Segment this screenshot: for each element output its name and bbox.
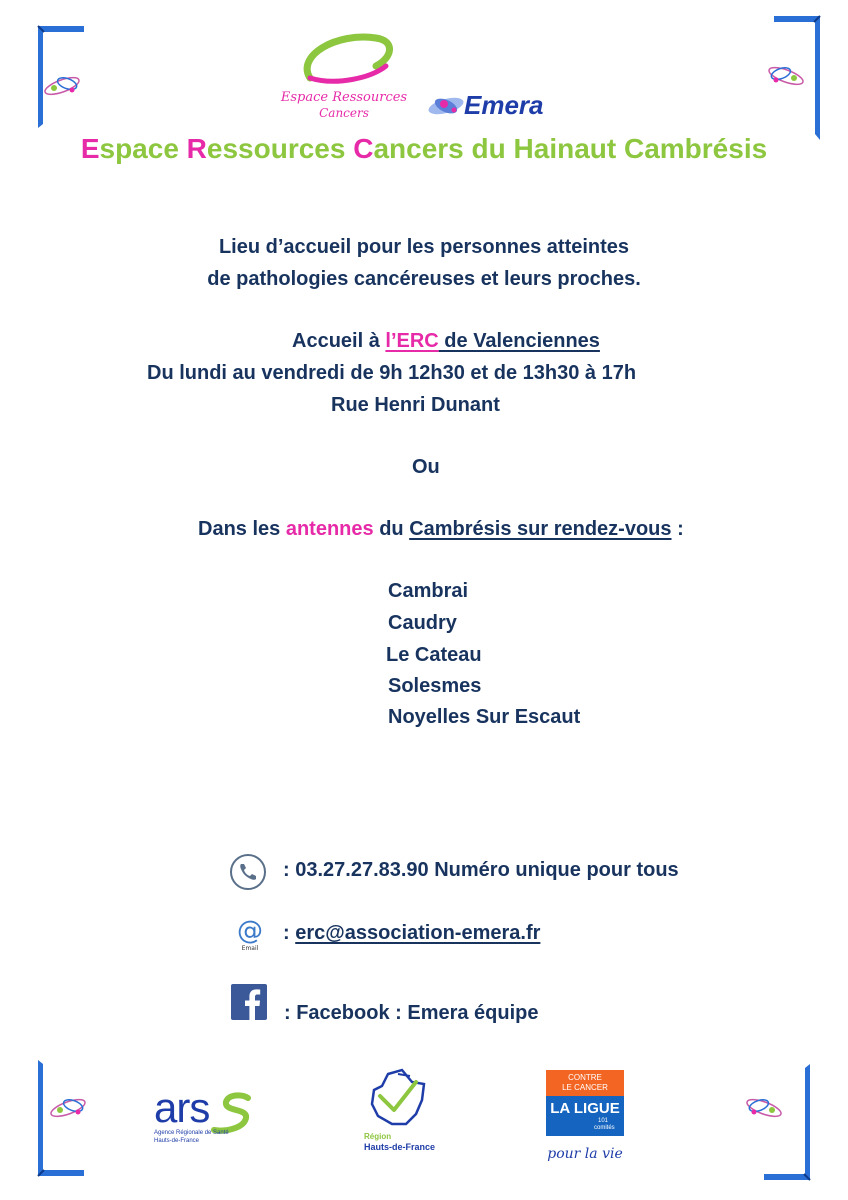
ligue-comites: comités: [594, 1125, 615, 1131]
ars-logo-text: ars: [154, 1084, 210, 1131]
ars-subtitle-2: Hauts-de-France: [154, 1138, 200, 1144]
svg-text:@: @: [237, 916, 263, 946]
erc-logo-text-line1: Espace Ressources: [280, 90, 408, 105]
la-ligue-logo: [540, 1070, 630, 1174]
erc-welcome-suffix: de Valenciennes: [438, 330, 600, 352]
emera-logo: [424, 86, 550, 126]
erc-welcome-line: [292, 330, 600, 353]
title-initial-c: C: [353, 133, 374, 164]
title-initial-e: E: [80, 133, 100, 164]
region-text-line1: Région: [364, 1132, 392, 1141]
facebook-icon[interactable]: [231, 984, 267, 1020]
ligue-text-line2: LE CANCER: [562, 1083, 608, 1092]
antennes-prefix: Dans les: [198, 518, 286, 540]
title-word-cancers-rest: ancers du Hainaut Cambrésis: [373, 133, 768, 164]
ligue-text-line1: CONTRE: [568, 1073, 602, 1082]
corner-ornament-bottom-right: [724, 1064, 814, 1184]
town-list-item: Cambrai: [388, 580, 469, 602]
erc-street: Rue Henri Dunant: [331, 394, 500, 416]
phone-icon: [229, 853, 267, 891]
email-line: [283, 922, 540, 945]
antennes-underlined: Cambrésis sur rendez-vous: [409, 518, 672, 540]
antennes-middle: du: [373, 518, 410, 540]
antennes-line: [198, 518, 684, 541]
facebook-line: : Facebook : Emera équipe: [284, 1002, 539, 1024]
ligue-count: 101: [598, 1118, 609, 1124]
corner-ornament-top-right: [734, 14, 824, 124]
town-list-item: Noyelles Sur Escaut: [388, 706, 581, 728]
antennes-suffix: :: [671, 518, 684, 540]
erc-logo-text-line2: Cancers: [319, 106, 369, 120]
antennes-highlight: antennes: [285, 518, 374, 540]
corner-ornament-top-left: [34, 24, 124, 134]
region-hauts-de-france-logo: [352, 1066, 442, 1168]
ars-logo: [152, 1084, 256, 1150]
erc-welcome-prefix: Accueil à: [292, 330, 386, 352]
region-text-line2: Hauts-de-France: [364, 1142, 436, 1152]
intro-line-1: Lieu d’accueil pour les personnes atteintes: [218, 236, 630, 258]
email-icon-caption: Email: [241, 945, 259, 952]
ligue-name: LA LIGUE: [550, 1100, 620, 1117]
ars-subtitle-1: Agence Régionale de Santé: [154, 1130, 229, 1136]
title-word-ressources: essources: [206, 133, 354, 164]
erc-link[interactable]: l’ERC: [385, 330, 439, 352]
title-initial-r: R: [186, 133, 207, 164]
email-link[interactable]: erc@association-emera.fr: [295, 922, 541, 944]
page-title: [0, 133, 848, 165]
town-list-item: Caudry: [388, 612, 457, 634]
or-separator: Ou: [412, 456, 440, 478]
email-icon: [234, 916, 266, 954]
intro-line-2: de pathologies cancéreuses et leurs proches.: [207, 268, 641, 290]
town-list-item: Solesmes: [388, 675, 482, 697]
erc-hours: Du lundi au vendredi de 9h 12h30 et de 13h30 à 17h: [147, 362, 637, 384]
corner-ornament-bottom-left: [34, 1060, 124, 1180]
emera-logo-text: Emera: [464, 90, 544, 120]
phone-number: : 03.27.27.83.90 Numéro unique pour tous: [283, 859, 679, 881]
town-list-item: Le Cateau: [386, 644, 482, 666]
emera-flower-icon: [424, 86, 468, 126]
ligue-tagline: pour la vie: [547, 1146, 623, 1162]
erc-logo: [266, 26, 418, 128]
email-prefix: :: [283, 922, 296, 944]
title-word-espace: space: [99, 133, 187, 164]
